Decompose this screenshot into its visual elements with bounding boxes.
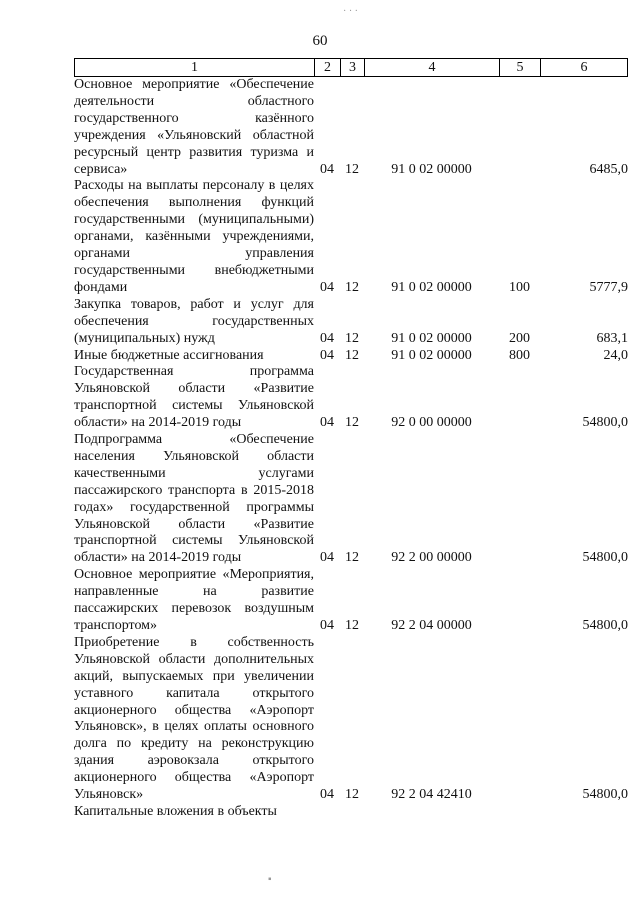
- table-row: [74, 77, 628, 178]
- page-number: 60: [312, 33, 328, 49]
- row-subsection: 12: [345, 330, 359, 346]
- header-col-5: 5: [499, 59, 540, 76]
- row-subsection: 12: [345, 161, 359, 177]
- table-row: [74, 804, 628, 821]
- table-row: [74, 364, 628, 432]
- header-col-4: 4: [364, 59, 499, 76]
- row-amount: 54800,0: [582, 550, 628, 566]
- row-name: Закупка товаров, работ и услуг для обеспечения государственных (муниципальных) нужд: [74, 296, 314, 346]
- row-target-code: 91 0 02 00000: [391, 330, 472, 346]
- row-subsection: 12: [345, 415, 359, 431]
- table-row: [74, 297, 628, 348]
- row-name: Приобретение в собственность Ульяновской области дополнительных акций, выпускаемых при увеличении уставного капитала открытого акционерного общества «Аэропорт Ульяновск», в целях оплаты основного долга по кредиту на реконструкцию здания аэровокзала открытого акционерного общества «Аэропорт Ульяновск»: [74, 634, 314, 803]
- row-subsection: 12: [345, 550, 359, 566]
- row-expense-type: 800: [509, 347, 530, 363]
- row-section: 04: [320, 415, 334, 431]
- scan-mark: ▪: [268, 874, 272, 885]
- row-subsection: 12: [345, 787, 359, 803]
- scan-mark: · · ·: [343, 6, 358, 17]
- header-col-1: 1: [74, 59, 314, 76]
- row-target-code: 92 2 00 00000: [391, 550, 472, 566]
- budget-table: [74, 58, 628, 821]
- row-name: Иные бюджетные ассигнования: [74, 347, 264, 363]
- row-amount: 6485,0: [589, 161, 628, 177]
- row-name: Капитальные вложения в объекты: [74, 803, 277, 819]
- row-section: 04: [320, 550, 334, 566]
- row-section: 04: [320, 161, 334, 177]
- table-row: [74, 348, 628, 365]
- row-name: Расходы на выплаты персоналу в целях обеспечения выполнения функций государственными (муниципальными) органами, казёнными учреждениями, органами управления государственными внебюджетными фондами: [74, 178, 314, 295]
- table-row: [74, 567, 628, 635]
- header-col-3: 3: [340, 59, 364, 76]
- row-target-code: 91 0 02 00000: [391, 161, 472, 177]
- row-name: Государственная программа Ульяновской области «Развитие транспортной системы Ульяновской области» на 2014-2019 годы: [74, 364, 314, 431]
- row-subsection: 12: [345, 618, 359, 633]
- row-name: Основное мероприятие «Мероприятия, направленные на развитие пассажирских перевозок воздушным транспортом»: [74, 567, 314, 633]
- header-col-6: 6: [540, 59, 628, 76]
- row-amount: 54800,0: [582, 787, 628, 803]
- row-target-code: 91 0 02 00000: [391, 279, 472, 295]
- row-subsection: 12: [345, 279, 359, 295]
- table-row: [74, 178, 628, 296]
- table-header: [74, 58, 628, 77]
- row-name: Подпрограмма «Обеспечение населения Ульяновской области качественными услугами пассажирского транспорта в 2015-2018 годах» государственной программы Ульяновской области «Развитие транспортной системы Ульяновской области» на 2014-2019 годы: [74, 432, 314, 566]
- row-target-code: 92 2 04 00000: [391, 618, 472, 633]
- row-target-code: 92 0 00 00000: [391, 415, 472, 431]
- row-amount: 5777,9: [589, 279, 628, 295]
- header-col-2: 2: [314, 59, 340, 76]
- table-row: [74, 432, 628, 567]
- row-section: 04: [320, 330, 334, 346]
- row-target-code: 91 0 02 00000: [391, 347, 472, 363]
- row-expense-type: 100: [509, 279, 530, 295]
- row-amount: 683,1: [596, 330, 628, 346]
- row-subsection: 12: [345, 347, 359, 363]
- row-amount: 54800,0: [582, 415, 628, 431]
- table-row: [74, 635, 628, 804]
- row-section: 04: [320, 347, 334, 363]
- row-section: 04: [320, 279, 334, 295]
- row-target-code: 92 2 04 42410: [391, 787, 472, 803]
- row-section: 04: [320, 618, 334, 633]
- row-amount: 24,0: [603, 347, 628, 363]
- row-amount: 54800,0: [582, 618, 628, 633]
- row-name: Основное мероприятие «Обеспечение деятельности областного государственного казённого учреждения «Ульяновский областной ресурсный центр развития туризма и сервиса»: [74, 77, 314, 177]
- row-expense-type: 200: [509, 330, 530, 346]
- row-section: 04: [320, 787, 334, 803]
